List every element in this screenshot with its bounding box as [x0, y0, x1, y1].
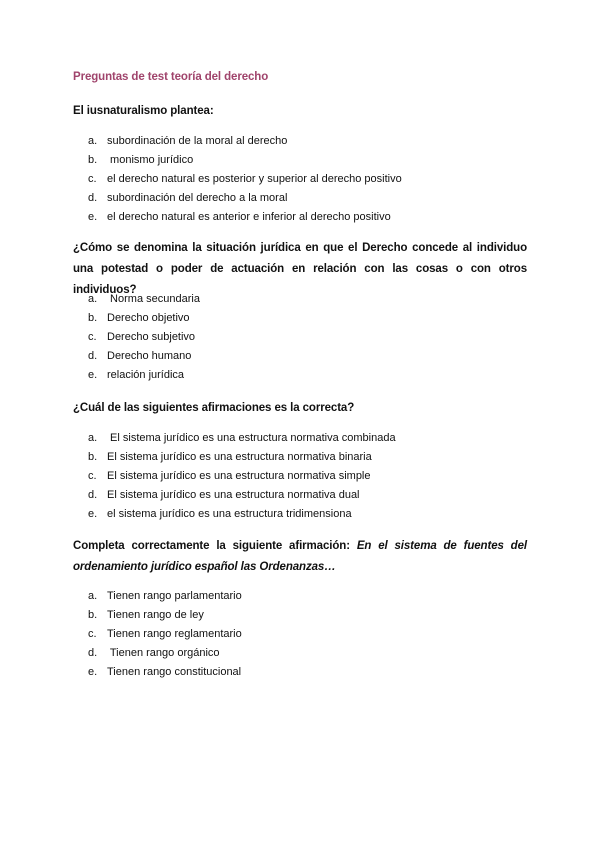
question-2-text: ¿Cómo se denomina la situación jurídica en que el Derecho concede al individuo una potestad o poder de actuación en relación con las cosas o con otros individuos?: [73, 242, 527, 296]
question-4-emphasis: En el sistema de fuentes del ordenamiento jurídico español las Ordenanzas…: [73, 540, 527, 573]
option-4c: c. Tienen rango reglamentario: [88, 628, 242, 640]
option-3b: b. El sistema jurídico es una estructura normativa binaria: [88, 451, 372, 463]
option-3c: c. El sistema jurídico es una estructura normativa simple: [88, 470, 371, 482]
question-4-text: Completa correctamente la siguiente afirmación: En el sistema de fuentes del ordenamiento jurídico español las Ordenanzas…: [73, 540, 527, 573]
option-1a: a. subordinación de la moral al derecho: [88, 135, 288, 147]
document-title: Preguntas de test teoría del derecho: [73, 71, 269, 83]
option-3a: a. El sistema jurídico es una estructura normativa combinada: [88, 432, 396, 444]
option-2d: d. Derecho humano: [88, 350, 192, 362]
option-4e: e. Tienen rango constitucional: [88, 666, 242, 678]
question-1-text: El iusnaturalismo plantea:: [73, 105, 214, 117]
option-1b: b. monismo jurídico: [88, 154, 194, 166]
option-2a: a. Norma secundaria: [88, 293, 200, 305]
option-2b: b. Derecho objetivo: [88, 312, 190, 324]
option-4a: a. Tienen rango parlamentario: [88, 590, 242, 602]
option-2e: e. relación jurídica: [88, 369, 185, 381]
option-4d: d. Tienen rango orgánico: [88, 647, 220, 659]
option-1e: e. el derecho natural es anterior e inferior al derecho positivo: [88, 211, 391, 223]
option-1c: c. el derecho natural es posterior y superior al derecho positivo: [88, 173, 402, 185]
question-3-text: ¿Cuál de las siguientes afirmaciones es la correcta?: [73, 402, 355, 414]
option-1d: d. subordinación del derecho a la moral: [88, 192, 288, 204]
option-4b: b. Tienen rango de ley: [88, 609, 204, 621]
option-2c: c. Derecho subjetivo: [88, 331, 196, 343]
option-3e: e. el sistema jurídico es una estructura tridimensiona: [88, 508, 352, 520]
option-3d: d. El sistema jurídico es una estructura normativa dual: [88, 489, 360, 501]
